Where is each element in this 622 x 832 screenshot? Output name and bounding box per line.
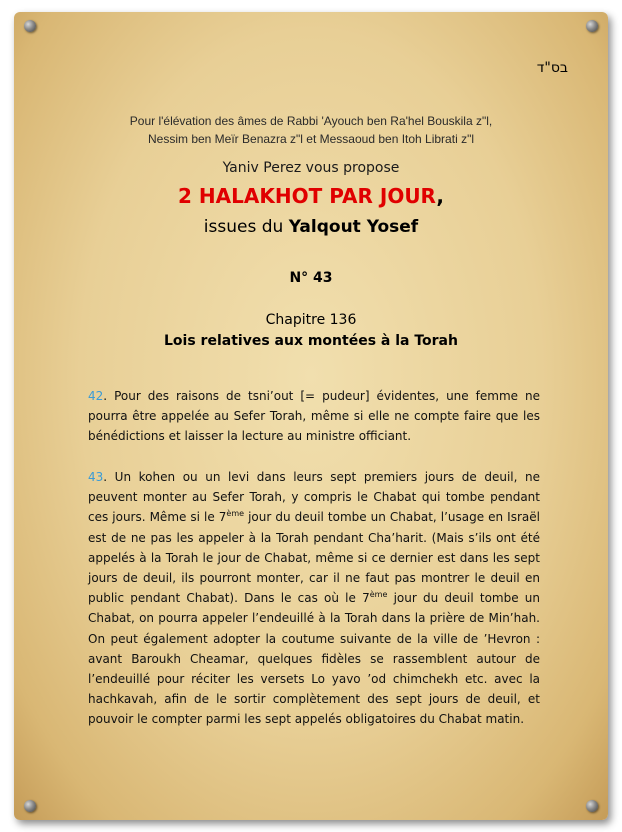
paragraph-text: . Pour des raisons de tsni’out [= pudeur] évidentes, une femme ne pourra être appelée au Sefer Torah, même si elle ne compte faire que les bénédictions et laisser la lecture au ministre officiant. [88, 389, 540, 444]
paragraph-number: 42 [88, 389, 104, 403]
source-prefix: issues du [203, 217, 289, 237]
pin-icon [586, 20, 598, 32]
paragraph-42 [88, 386, 540, 447]
paragraph-text-b: jour du deuil tombe un Chabat, l’usage en Israël est de ne pas les appeler à la Torah pendant Cha’harit. (Mais s’ils ont été appelés à la Torah le jour de Chabat, même si ce dernier est dans les sept jours de deuil, ils pourront monter, car il ne faut pas montrer le deuil en public pendant Chabat). Dans le cas où le 7 [88, 510, 540, 606]
paragraph-text-a: . Un kohen ou un levi dans leurs sept premiers jours de deuil, ne peuvent monter au Sefer Torah, y compris le Chabat qui tombe pendant ces jours. Même si le 7 [88, 470, 540, 525]
headline [14, 184, 608, 208]
chapter-number: Chapitre 136 [265, 312, 357, 328]
dedication [14, 112, 608, 148]
source-title: Yalqout Yosef [288, 217, 419, 237]
paragraph-number: 43 [88, 470, 104, 484]
pin-icon [586, 800, 598, 812]
chapter-title: Lois relatives aux montées à la Torah [164, 333, 458, 349]
paragraph-text-c: jour du deuil tombe un Chabat, on pourra appeler l’endeuillé à la Torah dans la prière de Min’hah. On peut également adopter la coutume suivante de la ville de ’Hevron : avant Baroukh Cheamar, quelques fidèles se rassemblent autour de l’endeuillé pour réciter les versets Lo yavo ’od chimchekh etc. avec la hachkavah, afin de le sortir complètement des sept jours de deuil, et pouvoir le compter parmi les sept appelés obligatoires du Chabat matin. [88, 591, 541, 727]
pin-icon [24, 20, 36, 32]
source-line [14, 217, 608, 237]
superscript: ème [226, 509, 245, 519]
dedication-line-2: Nessim ben Meïr Benazra z"l et Messaoud ben Itoh Librati z"l [147, 132, 474, 146]
headline-red-text: 2 HALAKHOT PAR JOUR [178, 184, 437, 208]
author-line: Yaniv Perez vous propose [222, 160, 400, 176]
issue-number: N° 43 [289, 270, 333, 286]
headline-comma: , [436, 184, 444, 208]
parchment-page [14, 12, 608, 820]
superscript: ème [369, 590, 388, 600]
paragraph-43 [88, 467, 540, 730]
pin-icon [24, 800, 36, 812]
bsd-mark: בס"ד [536, 60, 568, 76]
dedication-line-1: Pour l'élévation des âmes de Rabbi 'Ayouch ben Ra'hel Bouskila z"l, [129, 114, 493, 128]
